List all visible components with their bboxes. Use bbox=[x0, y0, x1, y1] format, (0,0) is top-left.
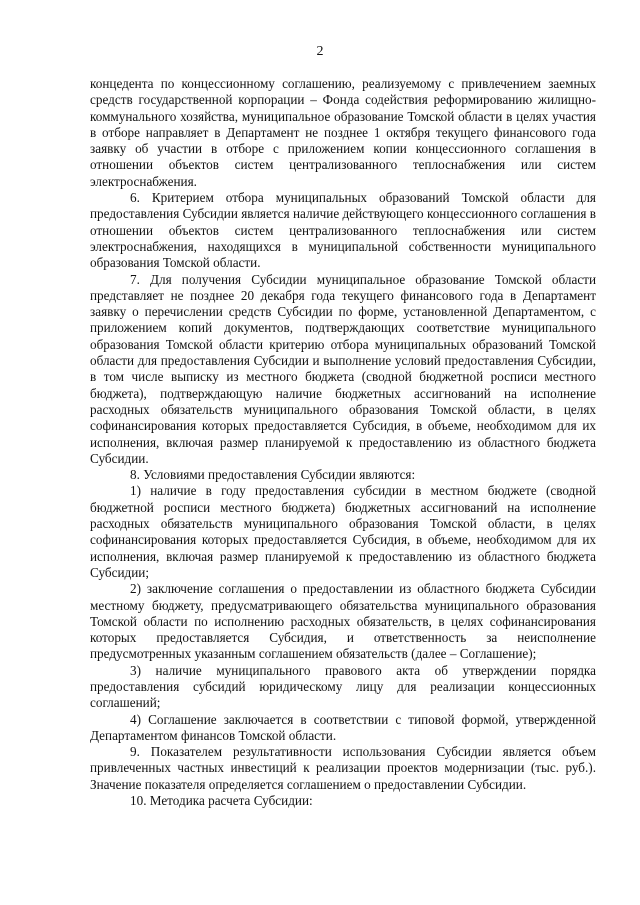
condition-item-2: 2) заключение соглашения о предоставлении из областного бюджета Субсидии местному бюджету, предусматривающего обязательства муниципального образования Томской области по исполнению расходных обязательств, в целях софинансирования которых предоставляется Субсидия, и ответственность за неисполнение предусмотренных указанным соглашением обязательств (далее – Соглашение); bbox=[90, 581, 596, 662]
condition-item-4: 4) Соглашение заключается в соответствии с типовой формой, утвержденной Департаментом финансов Томской области. bbox=[90, 711, 596, 743]
paragraph-8-conditions: 8. Условиями предоставления Субсидии являются: bbox=[130, 467, 416, 483]
page-number: 2 bbox=[316, 44, 324, 59]
paragraph-continuation: концедента по концессионному соглашению, реализуемому с привлечением заемных средств государственной корпорации – Фонда содействия реформированию жилищно-коммунального хозяйства, муниципальное образование Томской области в целях участия в отборе направляет в Департамент не позднее 1 октября текущего финансового года заявку об участии в отборе с приложением копии концессионного соглашения в отношении объектов систем централизованного теплоснабжения или систем электроснабжения. bbox=[90, 76, 596, 189]
document-body bbox=[90, 76, 596, 809]
paragraph-9-performance-indicator: 9. Показателем результативности использования Субсидии является объем привлеченных частных инвестиций к реализации проектов модернизации (тыс. руб.). Значение показателя определяется соглашением о предоставлении Субсидии. bbox=[90, 744, 596, 792]
paragraph-10-calculation-method: 10. Методика расчета Субсидии: bbox=[130, 793, 313, 809]
condition-item-3: 3) наличие муниципального правового акта об утверждении порядка предоставления субсидий юридическому лицу для реализации концессионных соглашений; bbox=[90, 662, 596, 711]
paragraph-7-application: 7. Для получения Субсидии муниципальное образование Томской области представляет не позднее 20 декабря года текущего финансового года в Департамент заявку о перечислении средств Субсидии по форме, установленной Департаментом, с приложением копий документов, подтверждающих соответствие муниципального образования Томской области критерию отбора муниципальных образований Томской области для предоставления Субсидии и выполнение условий предоставления Субсидии, в том числе выписку из местного бюджета (сводной бюджетной росписи местного бюджета), подтверждающую наличие бюджетных ассигнований на исполнение расходных обязательств муниципального образования Томской области, в целях софинансирования которых предоставляется Субсидия, в объеме, необходимом для их исполнения, включая размер планируемой к предоставлению из областного бюджета Субсидии. bbox=[90, 271, 596, 466]
condition-item-1: 1) наличие в году предоставления субсидии в местном бюджете (сводной бюджетной росписи местного бюджета) бюджетных ассигнований на исполнение расходных обязательств муниципального образования Томской области, в целях софинансирования которых предоставляется Субсидия, в объеме, необходимом для их исполнения, включая размер планируемой к предоставлению из областного бюджета Субсидии; bbox=[90, 483, 596, 580]
paragraph-6-selection-criterion: 6. Критерием отбора муниципальных образований Томской области для предоставления Субсидии является наличие действующего концессионного соглашения в отношении объектов систем централизованного теплоснабжения или систем электроснабжения, находящихся в муниципальной собственности муниципального образования Томской области. bbox=[90, 190, 596, 271]
